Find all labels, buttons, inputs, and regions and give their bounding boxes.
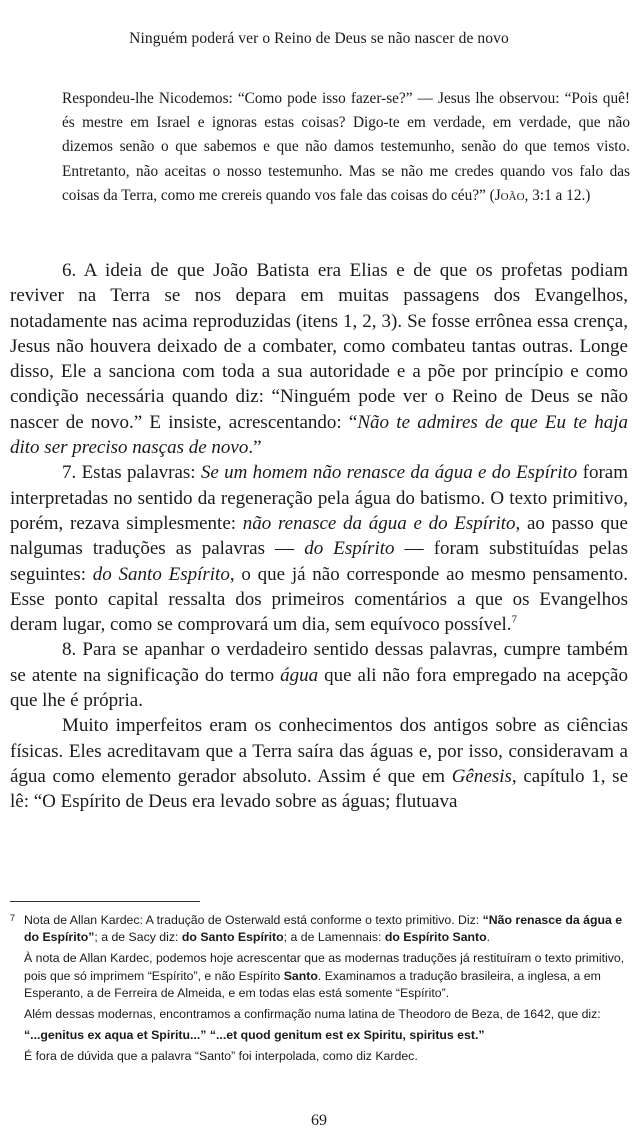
paragraph-7: 7. Estas palavras: Se um homem não renasce da água e do Espírito foram interpretadas no sentido da regeneração pela água do batismo. O texto primitivo, porém, rezava simplesmente: não renasce da água e do Espírito, ao passo que nalgumas traduções as palavras — do Espírito — foram substituídas pelas seguintes: do Santo Espírito, o que já não corresponde ao mesmo pensamento. Esse ponto capital ressalta dos primeiros comentários a que os Evangelhos deram lugar, como se comprovará um dia, sem equívoco possível.$^7$: [10, 462, 629, 636]
footnote-latin-quote: “...genitus ex aqua et Spiritu...” “...et quod genitum est ex Spiritu, spiritus est.”: [24, 1028, 485, 1043]
block-quote: [62, 87, 630, 208]
quote-reference-book: João: [494, 186, 525, 204]
page-number: 69: [311, 1112, 327, 1129]
paragraph-9: Muito imperfeitos eram os conhecimentos dos antigos sobre as ciências físicas. Eles acreditavam que a Terra saíra das águas e, por isso, consideravam a água como elemento gerador absoluto. Assim é que em Gênesis, capítulo 1, se lê: “O Espírito de Deus era levado sobre as águas; flutuava: [10, 715, 629, 813]
main-text: [10, 258, 628, 815]
running-header: Ninguém poderá ver o Reino de Deus se não nascer de novo: [129, 30, 509, 47]
footnote-latin-intro: Além dessas modernas, encontramos a confirmação numa latina de Theodoro de Beza, de 1642, que diz:: [24, 1007, 601, 1022]
footnote-7: 7 Nota de Allan Kardec: A tradução de Osterwald está conforme o texto primitivo. Diz: “Não renasce da água e do Espírito”; a de Sacy diz: do Santo Espírito; a de Lamennais: do Espírito Santo.: [10, 912, 628, 946]
footnote-reference[interactable]: 7: [511, 613, 518, 626]
paragraph-6: 6. A ideia de que João Batista era Elias e de que os profetas podiam reviver na Terra se nos depara em muitas passagens dos Evangelhos, notadamente nas acima reproduzidas (itens 1, 2, 3). Se fosse errônea essa crença, Jesus não houvera deixado de a combater, como combateu tantas outras. Longe disso, Ele a sanciona com toda a sua autoridade e a põe por princípio e como condição necessária quando diz: “Ninguém pode ver o Reino de Deus se não nascer de novo.” E insiste, acrescentando: “Não te admires de que Eu te haja dito ser preciso nasças de novo.”: [10, 260, 628, 459]
footnote-divider: [10, 901, 200, 902]
quote-paragraph: Respondeu-lhe Nicodemos: “Como pode isso fazer-se?” — Jesus lhe observou: “Pois quê! és mestre em Israel e ignoras estas coisas? Digo-te em verdade, em verdade, que não dizemos senão o que sabemos e que não damos testemunho, senão do que temos visto. Entretanto, não aceitas o nosso testemunho. Mas se não me credes quando vos falo das coisas da Terra, como me crereis quando vos fale das coisas do céu?” (João, 3:1 a 12.): [62, 90, 630, 204]
footnote-addendum: À nota de Allan Kardec, podemos hoje acrescentar que as modernas traduções já restituíram o texto primitivo, pois que só imprimem “Espírito”, e não Espírito Santo. Examinamos a tradução brasileira, a inglesa, a em Esperanto, a de Ferreira de Almeida, e em todas elas está somente “Espírito”.: [24, 951, 625, 1000]
footnotes: [10, 912, 628, 1070]
footnote-conclusion: É fora de dúvida que a palavra “Santo” foi interpolada, como diz Kardec.: [24, 1049, 418, 1064]
paragraph-8: 8. Para se apanhar o verdadeiro sentido dessas palavras, cumpre também se atente na significação do termo água que ali não fora empregado na acepção que lhe é própria.: [10, 639, 628, 712]
footnote-mark: 7: [10, 913, 16, 923]
